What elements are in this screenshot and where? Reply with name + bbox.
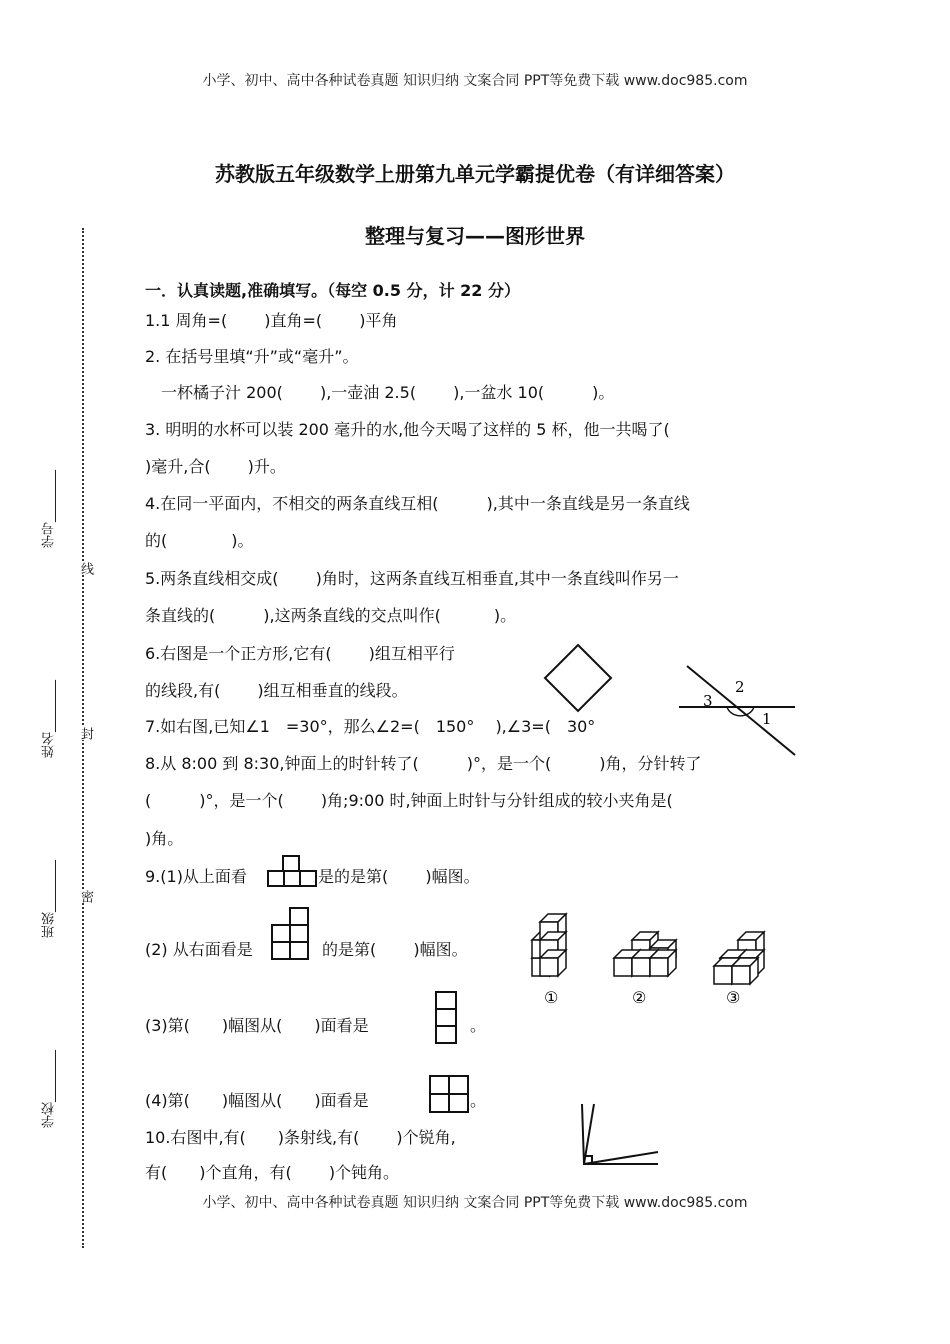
question-8-cont: ( )°，是一个( )角;9:00 时,钟面上时针与分针组成的较小夹角是( [145,791,673,810]
page-header: 小学、初中、高中各种试卷真题 知识归纳 文案合同 PPT等免费下载 www.doc985.com [202,73,748,89]
question-9-3-text: (3)第( )幅图从( )面看是 [145,1016,369,1035]
angle-label-1: 1 [762,710,772,728]
question-2: 2. 在括号里填“升”或“毫升”。 [145,347,359,366]
question-9-1-text: 9.(1)从上面看 [145,867,247,886]
cube-figure-2 [614,932,676,976]
question-8-end: )角。 [145,829,184,848]
question-9-4-text: (4)第( )幅图从( )面看是 [145,1091,369,1110]
cube-figures [524,910,784,1010]
binding-label-name: 姓名________ [42,680,57,758]
question-9-3-end: 。 [470,1016,487,1035]
question-10: 10.右图中,有( )条射线,有( )个锐角, [145,1128,456,1147]
question-6-cont: 的线段,有( )组互相垂直的线段。 [145,681,408,700]
binding-sep-secret: 密 [78,890,93,903]
cube-figure-3 [714,932,764,984]
question-9-1-blank: 是的是第( )幅图。 [318,867,480,886]
top-view-figure [267,854,317,888]
question-3: 3. 明明的水杯可以装 200 毫升的水,他今天喝了这样的 5 杯，他一共喝了( [145,420,670,439]
question-1: 1.1 周角=( )直角=( )平角 [145,311,398,330]
question-7: 7.如右图,已知∠1 =30°，那么∠2=( 150° ),∠3=( 30° [145,717,596,736]
binding-sep-line: 线 [78,562,93,575]
section-1-heading: 一．认真读题,准确填写。（每空 0.5 分，计 22 分） [145,281,520,300]
cube-figure-1 [532,914,566,976]
page-footer: 小学、初中、高中各种试卷真题 知识归纳 文案合同 PPT等免费下载 www.doc985.com [202,1195,748,1211]
question-10-cont: 有( )个直角，有( )个钝角。 [145,1163,400,1182]
page-subtitle: 整理与复习——图形世界 [365,224,585,248]
question-8: 8.从 8:00 到 8:30,钟面上的时针转了( )°，是一个( )角，分针转了 [145,754,702,773]
question-6: 6.右图是一个正方形,它有( )组互相平行 [145,644,455,663]
rays-figure [574,1100,664,1172]
right-view-figure [271,906,311,962]
binding-sep-seal: 封 [78,727,93,740]
question-4-cont: 的( )。 [145,531,254,550]
question-9-2-blank: 的是第( )幅图。 [322,940,468,959]
column-view-figure [433,990,459,1046]
angle-label-2: 2 [735,678,745,696]
question-2-blanks: 一杯橘子汁 200( ),一壶油 2.5( ),一盆水 10( )。 [145,383,615,402]
question-4: 4.在同一平面内，不相交的两条直线互相( ),其中一条直线是另一条直线 [145,494,690,513]
question-9-2-text: (2) 从右面看是 [145,940,253,959]
cube-label-1: ① [544,988,559,1007]
square-figure [542,642,614,714]
grid-view-figure [428,1074,470,1114]
angle-label-3: 3 [703,692,713,710]
page-title: 苏教版五年级数学上册第九单元学霸提优卷（有详细答案） [215,162,735,186]
question-5-cont: 条直线的( ),这两条直线的交点叫作( )。 [145,606,517,625]
question-3-cont: )毫升,合( )升。 [145,457,286,476]
cube-label-2: ② [632,988,647,1007]
question-5: 5.两条直线相交成( )角时，这两条直线互相垂直,其中一条直线叫作另一 [145,569,679,588]
binding-label-student-id: 学号________ [42,470,57,548]
cube-label-3: ③ [726,988,741,1007]
question-9-4-end: 。 [470,1091,487,1110]
angle-figure [675,660,805,760]
binding-label-class: 班级________ [42,860,57,938]
binding-label-school: 学校________ [42,1050,57,1128]
